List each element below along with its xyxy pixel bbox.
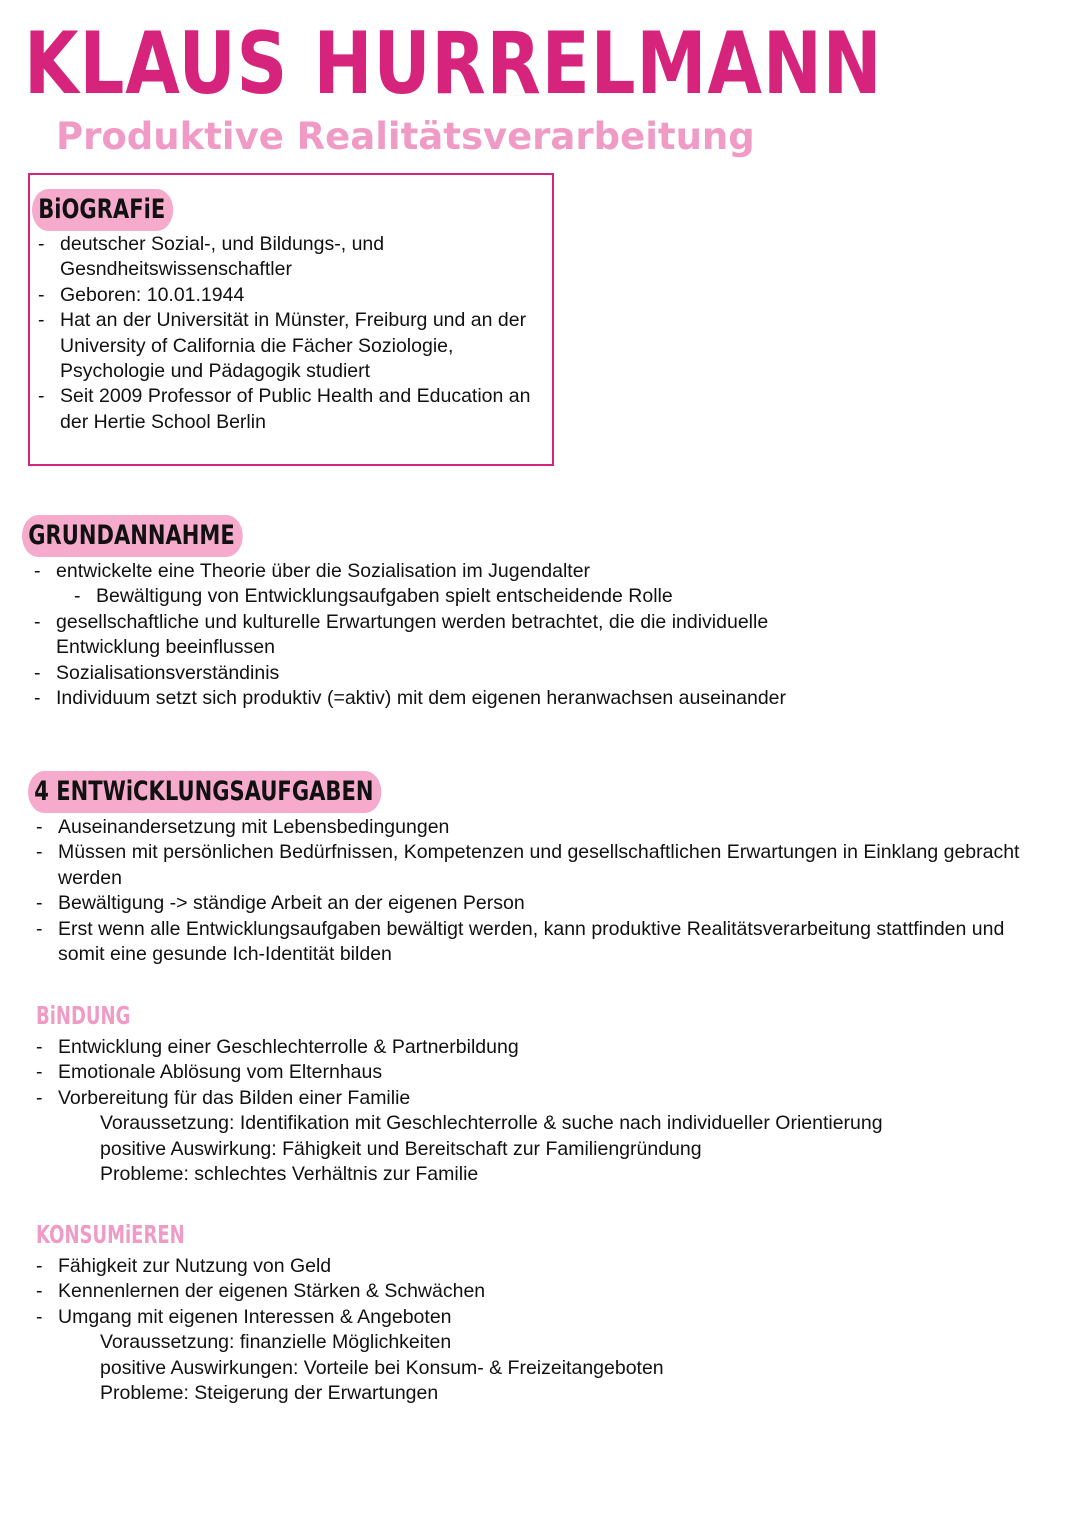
list-subitem: - Bewältigung von Entwicklungsaufgaben spielt entscheidende Rolle [32,584,832,609]
detail-line: Voraussetzung: finanzielle Möglichkeiten [100,1331,452,1354]
biografie-heading: BiOGRAFiE [32,189,173,231]
detail-line: Probleme: schlechtes Verhältnis zur Familie [100,1163,479,1186]
konsumieren-heading: KONSUMiEREN [36,1220,185,1249]
list-item: - entwickelte eine Theorie über die Sozialisation im Jugendalter [32,559,832,584]
list-item: - deutscher Sozial-, und Bildungs-, und Gesndheitswissenschaftler [36,232,536,283]
list-item: - Kennenlernen der eigenen Stärken & Schwächen [34,1279,1024,1304]
page-title: KLAUS HURRELMANN [24,14,883,114]
list-item: - Fähigkeit zur Nutzung von Geld [34,1254,1024,1279]
list-item: - Müssen mit persönlichen Bedürfnissen, Kompetenzen und gesellschaftlichen Erwartungen in Einklang gebracht werden [34,840,1024,891]
list-item: - Bewältigung -> ständige Arbeit an der eigenen Person [34,891,1024,916]
bindung-list [34,1035,1024,1187]
grundannahme-list [32,559,832,711]
list-item: - Entwicklung einer Geschlechterrolle & Partnerbildung [34,1035,1024,1060]
detail-line: positive Auswirkungen: Vorteile bei Konsum- & Freizeitangeboten [100,1356,664,1379]
list-item: - Erst wenn alle Entwicklungsaufgaben bewältigt werden, kann produktive Realitätsverarbeitung stattfinden und somit eine gesunde Ich-Identität bilden [34,917,1024,968]
list-item: - Vorbereitung für das Bilden einer Familie [34,1086,1024,1111]
biografie-list [36,232,536,435]
list-item: - Umgang mit eigenen Interessen & Angeboten [34,1305,1024,1330]
detail-line: positive Auswirkung: Fähigkeit und Bereitschaft zur Familiengründung [100,1137,702,1160]
entwicklungsaufgaben-heading: 4 ENTWiCKLUNGSAUFGABEN [28,771,381,813]
entwicklungsaufgaben-list [34,815,1024,967]
konsumieren-list [34,1254,1024,1406]
list-item: - Sozialisationsverständinis [32,661,832,686]
grundannahme-heading: GRUNDANNAHME [22,515,243,557]
detail-line: Probleme: Steigerung der Erwartungen [100,1382,439,1405]
detail-line: Voraussetzung: Identifikation mit Geschlechterrolle & suche nach individueller Orientierung [100,1112,883,1135]
list-item: - Emotionale Ablösung vom Elternhaus [34,1060,1024,1085]
list-item: - gesellschaftliche und kulturelle Erwartungen werden betrachtet, die die individuelle Entwicklung beeinflussen [32,610,832,661]
list-item: - Individuum setzt sich produktiv (=aktiv) mit dem eigenen heranwachsen auseinander [32,686,832,711]
page-subtitle: Produktive Realitätsverarbeitung [56,115,755,158]
list-item: - Geboren: 10.01.1944 [36,283,536,308]
list-item: - Seit 2009 Professor of Public Health and Education an der Hertie School Berlin [36,384,536,435]
bindung-heading: BiNDUNG [36,1001,131,1030]
list-item: - Auseinandersetzung mit Lebensbedingungen [34,815,1024,840]
list-item: - Hat an der Universität in Münster, Freiburg und an der University of California die Fächer Soziologie, Psychologie und Pädagogik studiert [36,308,536,384]
